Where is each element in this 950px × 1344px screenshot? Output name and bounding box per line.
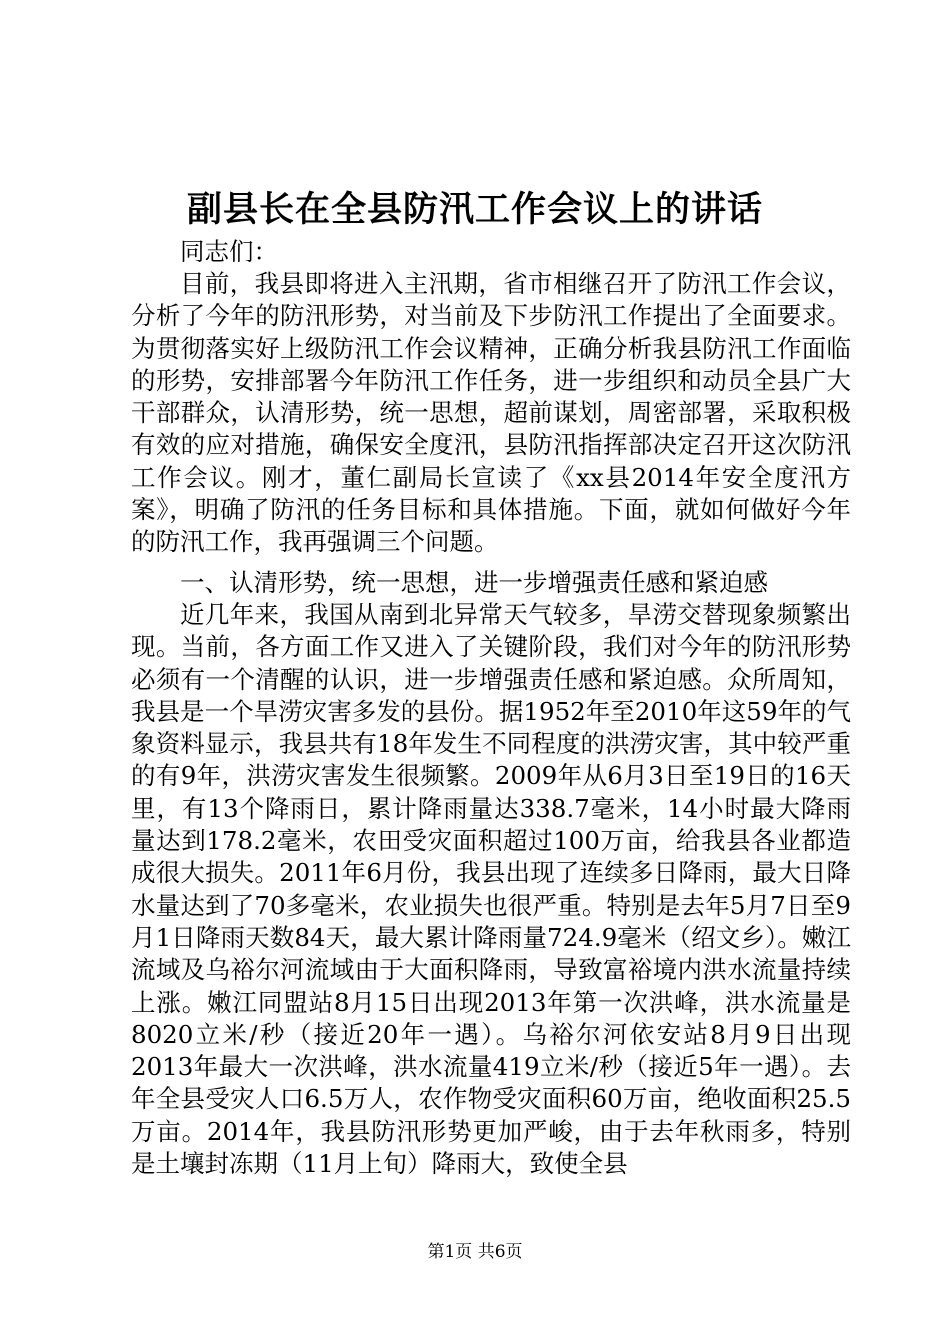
document-title: 副县长在全县防汛工作会议上的讲话 bbox=[186, 189, 763, 230]
salutation: 同志们： bbox=[180, 237, 278, 266]
paragraph-situation: 近几年来，我国从南到北异常天气较多，旱涝交替现象频繁出现。当前，各方面工作又进入了关键阶段，我们对今年的防汛形势必须有一个清醒的认识，进一步增强责任感和紧迫感。众所周知，我县是一个旱涝灾害多发的县份。据1952年至2010年这59年的气象资料显示，我县共有18年发生不同程度的洪涝灾害，其中较严重的有9年，洪涝灾害发生很频繁。2009年从6月3日至19日的16天里，有13个降雨日，累计降雨量达338.7毫米，14小时最大降雨量达到178.2毫米，农田受灾面积超过100万亩，给我县各业都造成很大损失。2011年6月份，我县出现了连续多日降雨，最大日降水量达到了70多毫米，农业损失也很严重。特别是去年5月7日至9月1日降雨天数84天，最大累计降雨量724.9毫米（绍文乡）。嫩江流域及乌裕尔河流域由于大面积降雨，导致富裕境内洪水流量持续上涨。嫩江同盟站8月15日出现2013年第一次洪峰，洪水流量是8020立米/秒（接近20年一遇）。乌裕尔河依安站8月9日出现2013年最大一次洪峰，洪水流量419立米/秒（接近5年一遇）。去年全县受灾人口6.5万人，农作物受灾面积60万亩，绝收面积25.5万亩。2014年，我县防汛形势更加严峻，由于去年秋雨多，特别是土壤封冻期（11月上旬）降雨大，致使全县 bbox=[131, 600, 851, 1179]
paragraph-intro: 目前，我县即将进入主汛期，省市相继召开了防汛工作会议，分析了今年的防汛形势，对当前及下步防汛工作提出了全面要求。为贯彻落实好上级防汛工作会议精神，正确分析我县防汛工作面临的形势，安排部署今年防汛工作任务，进一步组织和动员全县广大干部群众，认清形势，统一思想，超前谋划，周密部署，采取积极有效的应对措施，确保安全度汛，县防汛指挥部决定召开这次防汛工作会议。刚才，董仁副局长宣读了《xx县2014年安全度汛方案》，明确了防汛的任务目标和具体措施。下面，就如何做好今年的防汛工作，我再强调三个问题。 bbox=[131, 269, 851, 557]
page-footer: 第1页 共6页 bbox=[427, 1242, 523, 1262]
section-heading: 一、认清形势，统一思想，进一步增强责任感和紧迫感 bbox=[180, 568, 768, 597]
